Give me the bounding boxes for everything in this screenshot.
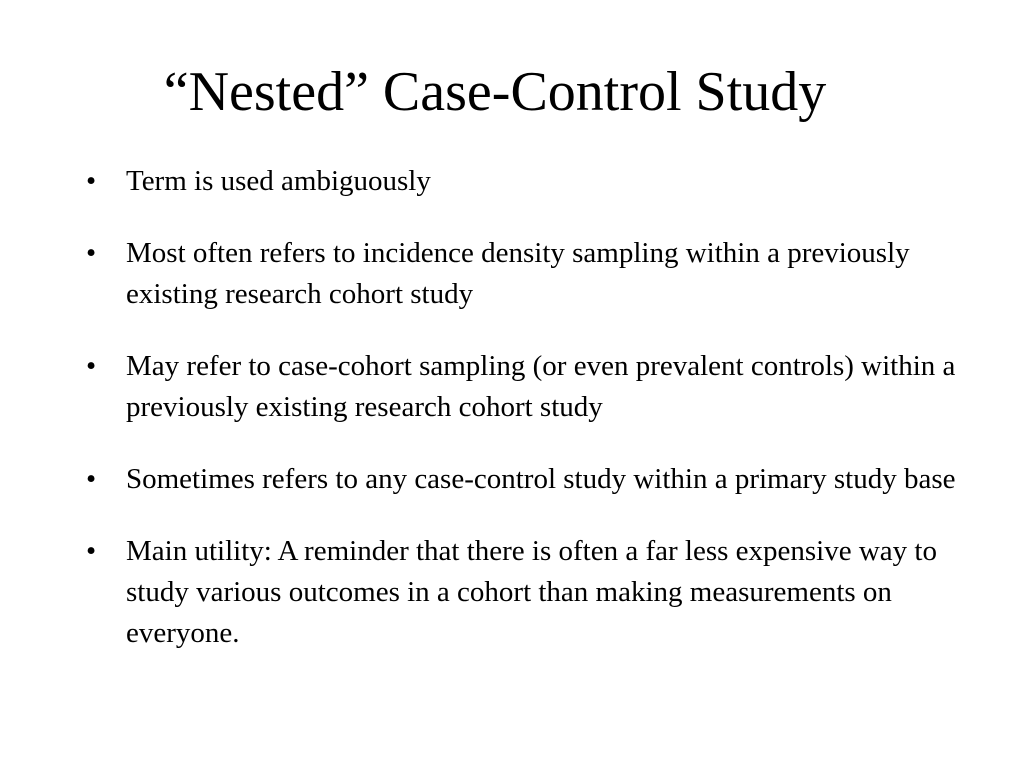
bullet-item (86, 346, 956, 428)
bullet-text: Most often refers to incidence density sampling within a previously existing research cohort study (126, 237, 910, 310)
bullet-text: Sometimes refers to any case-control study within a primary study base (126, 463, 956, 495)
bullet-list (86, 161, 956, 685)
bullet-item (86, 531, 956, 654)
bullet-text: Term is used ambiguously (126, 165, 431, 197)
bullet-item (86, 233, 956, 315)
bullet-marker: • (86, 237, 97, 269)
slide-title: “Nested” Case-Control Study (163, 61, 827, 123)
bullet-text: Main utility: A reminder that there is often a far less expensive way to study various outcomes in a cohort than making measurements on everyone. (126, 535, 937, 649)
bullet-marker: • (86, 165, 97, 197)
bullet-marker: • (86, 350, 97, 382)
bullet-marker: • (86, 535, 97, 567)
bullet-text: May refer to case-cohort sampling (or even prevalent controls) within a previously existing research cohort study (126, 350, 956, 423)
bullet-item (86, 459, 956, 500)
bullet-marker: • (86, 463, 97, 495)
bullet-item (86, 161, 956, 202)
